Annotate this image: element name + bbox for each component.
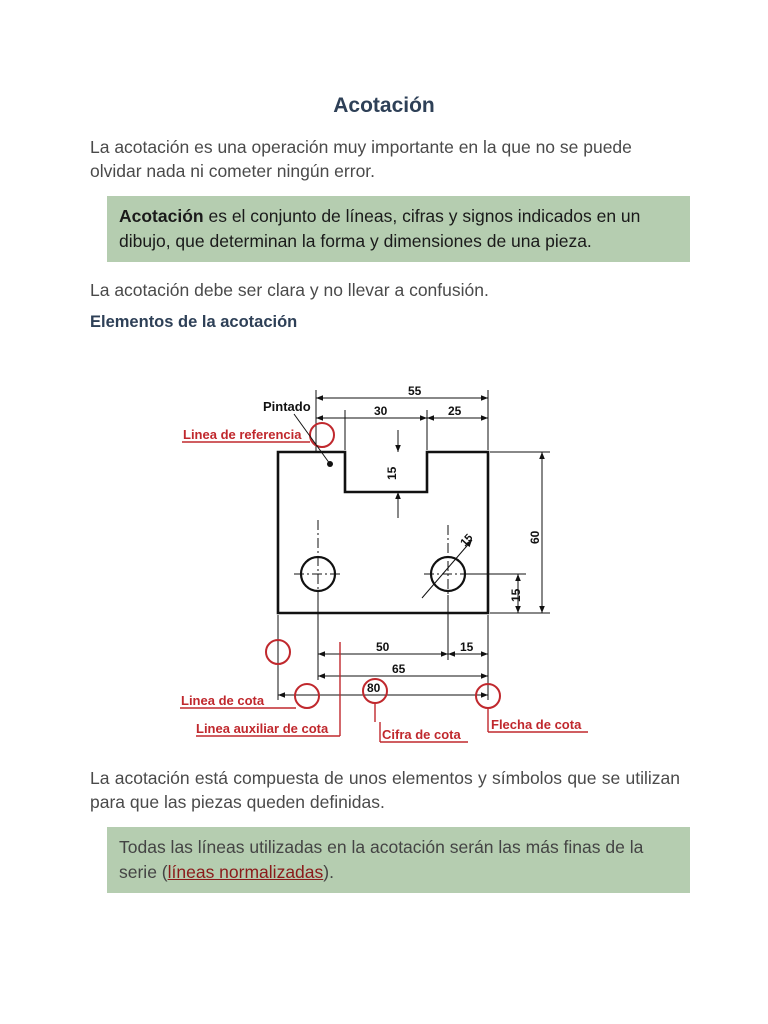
dim-15-slot: 15 xyxy=(385,466,399,480)
clarity-paragraph: La acotación debe ser clara y no llevar a confusión. xyxy=(90,280,489,300)
section-heading: Elementos de la acotación xyxy=(90,313,298,331)
label-flecha-cota: Flecha de cota xyxy=(491,717,582,732)
composition-paragraph: La acotación está compuesta de unos elementos y símbolos que se utilizan para que las piezas queden definidas. xyxy=(90,768,680,812)
dim-15-right: 15 xyxy=(509,588,523,602)
definition-text: es el conjunto de líneas, cifras y signos indicados en un dibujo, que determinan la forma y dimensiones de una pieza. xyxy=(119,206,641,251)
dim-60: 60 xyxy=(528,530,542,544)
dim-65: 65 xyxy=(392,662,406,676)
label-linea-auxiliar: Linea auxiliar de cota xyxy=(196,721,329,736)
note-prefix: Todas las líneas utilizadas en la acotación serán las más finas de la serie ( xyxy=(119,837,644,882)
normalized-lines-link[interactable]: líneas normalizadas xyxy=(167,862,324,882)
label-linea-referencia: Linea de referencia xyxy=(183,427,302,442)
definition-box xyxy=(107,196,690,262)
label-pintado: Pintado xyxy=(263,399,311,414)
note-suffix: ). xyxy=(323,862,334,882)
dim-30: 30 xyxy=(374,404,388,418)
dim-50: 50 xyxy=(376,640,390,654)
dim-15-hole: 15 xyxy=(458,531,476,550)
dim-80: 80 xyxy=(367,681,381,695)
page-title: Acotación xyxy=(333,94,435,117)
label-linea-cota: Linea de cota xyxy=(181,693,265,708)
note-box xyxy=(107,827,690,893)
label-cifra-cota: Cifra de cota xyxy=(382,727,461,742)
intro-paragraph: La acotación es una operación muy importante en la que no se puede olvidar nada ni cometer ningún error. xyxy=(90,137,632,181)
dimensioning-figure xyxy=(170,380,610,750)
hole-left xyxy=(294,520,342,598)
dim-25: 25 xyxy=(448,404,462,418)
dim-55: 55 xyxy=(408,384,422,398)
definition-term: Acotación xyxy=(119,206,204,226)
dim-15-bottom: 15 xyxy=(460,640,474,654)
